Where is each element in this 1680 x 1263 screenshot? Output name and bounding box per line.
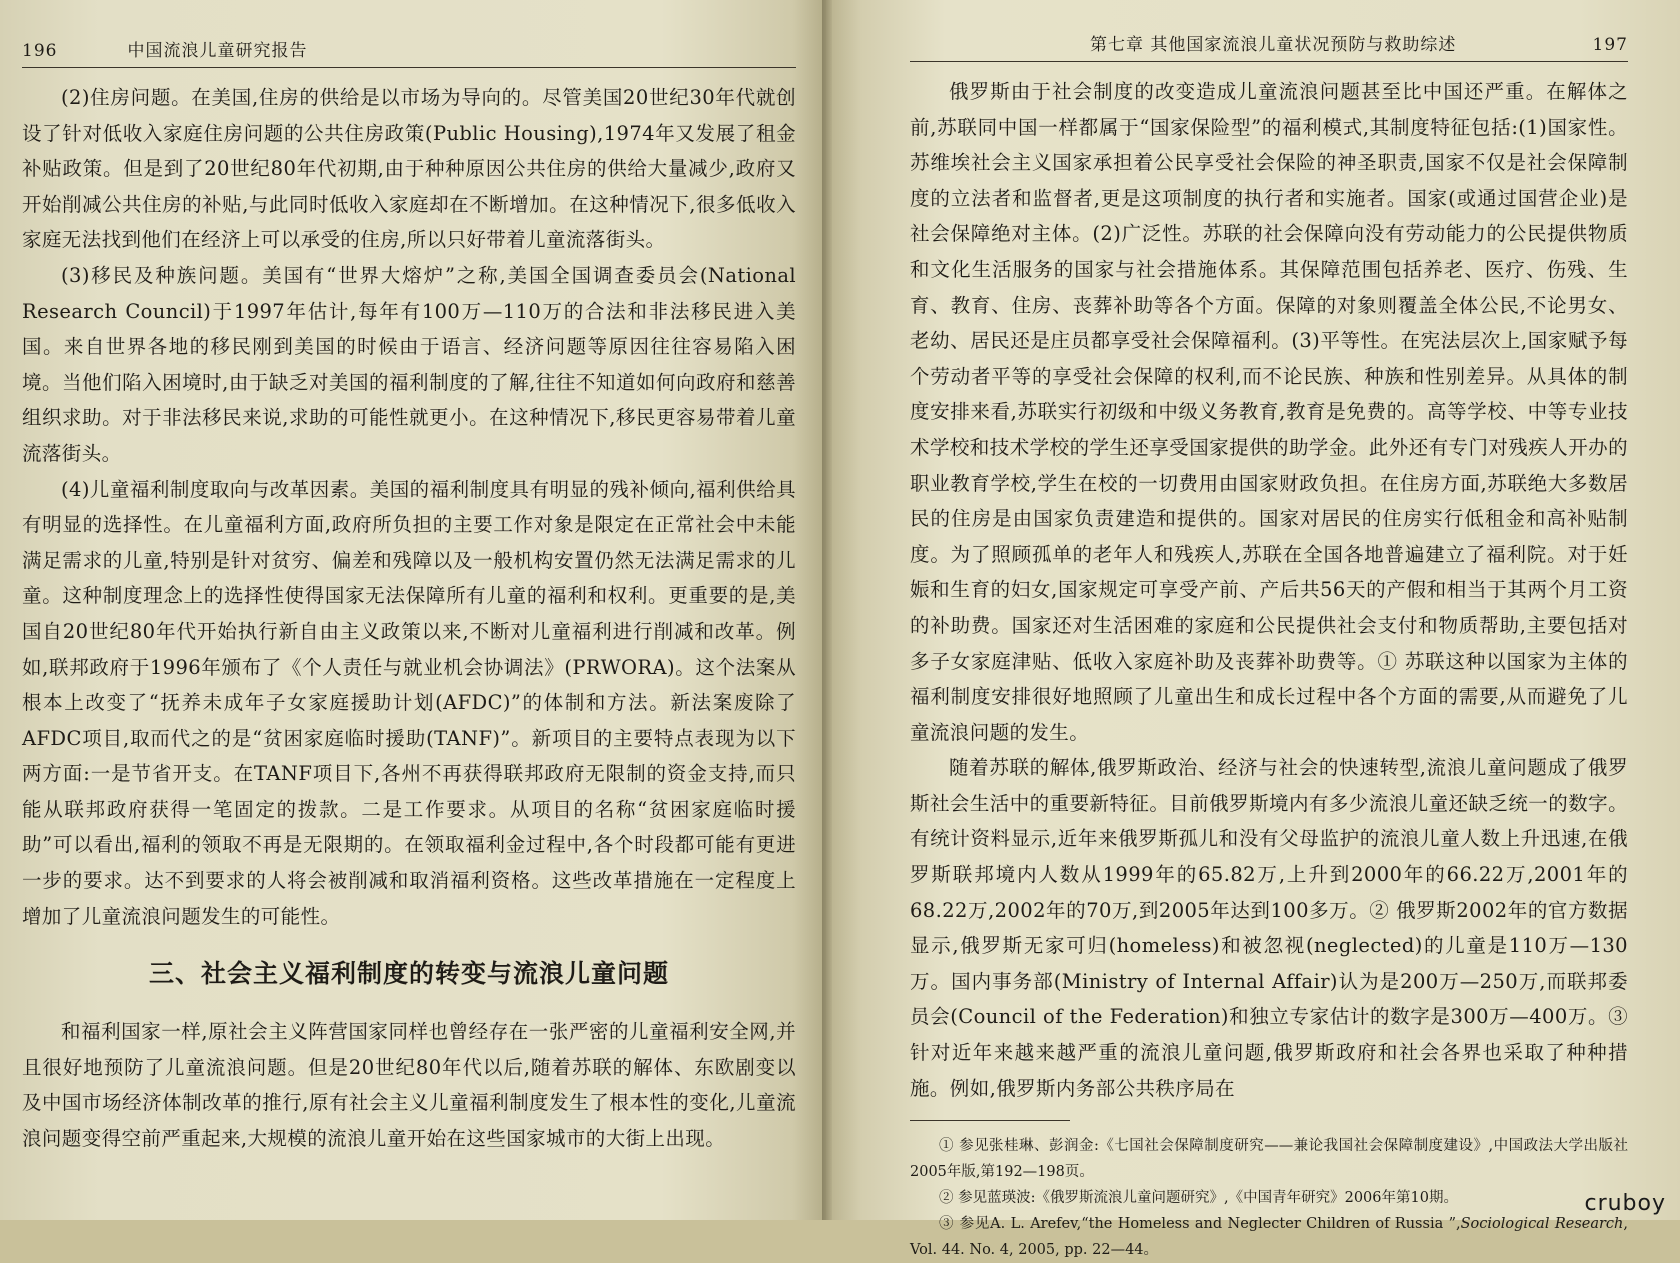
left-paragraph: (2)住房问题。在美国,住房的供给是以市场为导向的。尽管美国20世纪30年代就创设了针对低收入家庭住房问题的公共住房政策(Public Housing),1974年又发展了租金补贴政策。但是到了20世纪80年代初期,由于种种原因公共住房的供给大量减少,政府又开始削减公共住房的补贴,与此同时低收入家庭却在不断增加。在这种情况下,很多低收入家庭无法找到他们在经济上可以承受的住房,所以只好带着儿童流落街头。	[22, 86, 796, 252]
footnote: ② 参见蓝瑛波:《俄罗斯流浪儿童问题研究》,《中国青年研究》2006年第10期。	[939, 1190, 1458, 1207]
right-running-head	[910, 30, 1628, 62]
right-paragraph: 俄罗斯由于社会制度的改变造成儿童流浪问题甚至比中国还严重。在解体之前,苏联同中国一样都属于“国家保险型”的福利模式,其制度特征包括:(1)国家性。苏维埃社会主义国家承担着公民享受社会保险的神圣职责,国家不仅是社会保障制度的立法者和监督者,更是这项制度的执行者和实施者。国家(或通过国营企业)是社会保障绝对主体。(2)广泛性。苏联的社会保障向没有劳动能力的公民提供物质和文化生活服务的国家与社会措施体系。其保障范围包括养老、医疗、伤残、生育、教育、住房、丧葬补助等各个方面。保障的对象则覆盖全体公民,不论男女、老幼、居民还是庄员都享受社会保障福利。(3)平等性。在宪法层次上,国家赋予每个劳动者平等的享受社会保障的权利,而不论民族、种族和性别差异。从具体的制度安排来看,苏联实行初级和中级义务教育,教育是免费的。高等学校、中等专业技术学校和技术学校的学生还享受国家提供的助学金。此外还有专门对残疾人开办的职业教育学校,学生在校的一切费用由国家财政负担。在住房方面,苏联绝大多数居民的住房是由国家负责建造和提供的。国家对居民的住房实行低租金和高补贴制度。为了照顾孤单的老年人和残疾人,苏联在全国各地普遍建立了福利院。对于妊娠和生育的妇女,国家规定可享受产前、产后共56天的产假和相当于其两个月工资的补助费。国家还对生活困难的家庭和公民提供社会支付和物质帮助,主要包括对多子女家庭津贴、低收入家庭补助及丧葬补助费等。① 苏联这种以国家为主体的福利制度安排很好地照顾了儿童出生和成长过程中各个方面的需要,从而避免了儿童流浪问题的发生。	[910, 80, 1628, 744]
left-body	[22, 80, 796, 1157]
right-running-title: 第七章 其他国家流浪儿童状况预防与救助综述	[1090, 35, 1457, 55]
footnote-journal: Sociological Research	[1460, 1216, 1624, 1233]
left-paragraph: 和福利国家一样,原社会主义阵营国家同样也曾经存在一张严密的儿童福利安全网,并且很好地预防了儿童流浪问题。但是20世纪80年代以后,随着苏联的解体、东欧剧变以及中国市场经济体制改革的推行,原有社会主义儿童福利制度发生了根本性的变化,儿童流浪问题变得空前严重起来,大规模的流浪儿童开始在这些国家城市的大街上出现。	[22, 1020, 796, 1151]
right-page-number: 197	[1592, 35, 1628, 55]
right-body	[910, 74, 1628, 1106]
section-heading: 三、社会主义福利制度的转变与流浪儿童问题	[148, 959, 669, 989]
footnote	[910, 1211, 1628, 1263]
book-gutter-shadow	[822, 0, 832, 1220]
footnote-text: , Vol. 44. No. 4, 2005, pp. 22—44。	[910, 1216, 1628, 1259]
left-page	[0, 0, 826, 1220]
right-paragraph: 随着苏联的解体,俄罗斯政治、经济与社会的快速转型,流浪儿童问题成了俄罗斯社会生活中的重要新特征。目前俄罗斯境内有多少流浪儿童还缺乏统一的数字。有统计资料显示,近年来俄罗斯孤儿和没有父母监护的流浪儿童人数上升迅速,在俄罗斯联邦境内人数从1999年的65.82万,上升到2000年的66.22万,2001年的68.22万,2002年的70万,到2005年达到100多万。② 俄罗斯2002年的官方数据显示,俄罗斯无家可归(homeless)和被忽视(neglected)的儿童是110万—130万。国内事务部(Ministry of Internal Affair)认为是200万—250万,而联邦委员会(Council of the Federation)和独立专家估计的数字是300万—400万。③ 针对近年来越来越严重的流浪儿童问题,俄罗斯政府和社会各界也采取了种种措施。例如,俄罗斯内务部公共秩序局在	[910, 756, 1628, 1100]
watermark: cruboy	[1584, 1191, 1666, 1216]
left-running-title: 中国流浪儿童研究报告	[127, 41, 308, 61]
left-running-head	[22, 36, 796, 68]
left-paragraph: (4)儿童福利制度取向与改革因素。美国的福利制度具有明显的残补倾向,福利供给具有明显的选择性。在儿童福利方面,政府所负担的主要工作对象是限定在正常社会中未能满足需求的儿童,特别是针对贫穷、偏差和残障以及一般机构安置仍然无法满足需求的儿童。这种制度理念上的选择性使得国家无法保障所有儿童的福利和权利。更重要的是,美国自20世纪80年代开始执行新自由主义政策以来,不断对儿童福利进行削减和改革。例如,联邦政府于1996年颁布了《个人责任与就业机会协调法》(PRWORA)。这个法案从根本上改变了“抚养未成年子女家庭援助计划(AFDC)”的体制和方法。新法案废除了AFDC项目,取而代之的是“贫困家庭临时援助(TANF)”。新项目的主要特点表现为以下两方面:一是节省开支。在TANF项目下,各州不再获得联邦政府无限制的资金支持,而只能从联邦政府获得一笔固定的拨款。二是工作要求。从项目的名称“贫困家庭临时援助”可以看出,福利的领取不再是无限期的。在领取福利金过程中,各个时段都可能有更进一步的要求。达不到要求的人将会被削减和取消福利资格。这些改革措施在一定程度上增加了儿童流浪问题发生的可能性。	[22, 477, 796, 928]
footnote-text: ③ 参见A. L. Arefev,“the Homeless and Neglecter Children of Russia ”,	[939, 1216, 1461, 1233]
left-paragraph: (3)移民及种族问题。美国有“世界大熔炉”之称,美国全国调查委员会(National Research Council)于1997年估计,每年有100万—110万的合法和非法移民进入美国。来自世界各地的移民刚到美国的时候由于语言、经济问题等原因往往容易陷入困境。当他们陷入困境时,由于缺乏对美国的福利制度的了解,往往不知道如何向政府和慈善组织求助。对于非法移民来说,求助的可能性就更小。在这种情况下,移民更容易带着儿童流落街头。	[22, 263, 796, 465]
right-page	[826, 0, 1680, 1259]
footnote-divider	[910, 1120, 1070, 1121]
left-page-number: 196	[22, 41, 58, 61]
footnote: ① 参见张桂琳、彭润金:《七国社会保障制度研究——兼论我国社会保障制度建设》,中国政法大学出版社2005年版,第192—198页。	[910, 1138, 1628, 1181]
footnotes	[910, 1133, 1628, 1263]
